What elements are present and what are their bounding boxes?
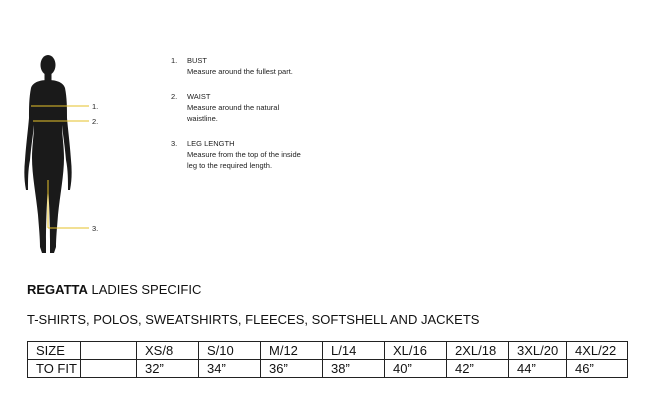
size-row (28, 342, 628, 360)
table-cell: L/14 (323, 342, 385, 360)
leg-length-marker: 3. (92, 224, 99, 233)
table-cell: 3XL/20 (509, 342, 567, 360)
step-number: 2. (171, 92, 178, 101)
measurement-instructions (171, 55, 311, 185)
table-cell: 44” (509, 360, 567, 378)
waist-marker: 2. (92, 117, 99, 126)
step-number: 3. (171, 139, 178, 148)
table-cell (81, 360, 137, 378)
garment-types: T-SHIRTS, POLOS, SWEATSHIRTS, FLEECES, SOFTSHELL AND JACKETS (27, 312, 480, 327)
fit-row (28, 360, 628, 378)
size-guide-heading (27, 282, 201, 297)
size-table (27, 341, 628, 378)
table-cell: 36” (261, 360, 323, 378)
table-cell: 32” (137, 360, 199, 378)
bust-marker: 1. (92, 102, 99, 111)
step-title: LEG LENGTH (187, 139, 235, 148)
waist-instruction (171, 91, 311, 124)
table-cell (81, 342, 137, 360)
table-cell: 38” (323, 360, 385, 378)
leg-length-instruction (171, 138, 311, 171)
table-cell: 46” (567, 360, 628, 378)
table-cell: 2XL/18 (447, 342, 509, 360)
table-cell: 34” (199, 360, 261, 378)
step-description: Measure around the fullest part. (187, 67, 293, 76)
bust-instruction (171, 55, 311, 77)
step-description: Measure around the natural waistline. (187, 103, 280, 123)
brand-name: REGATTA (27, 282, 88, 297)
table-cell: XL/16 (385, 342, 447, 360)
table-cell: S/10 (199, 342, 261, 360)
step-title: BUST (187, 56, 208, 65)
step-number: 1. (171, 56, 178, 65)
row-label-cell: SIZE (28, 342, 81, 360)
step-title: WAIST (187, 92, 211, 101)
heading-rest: LADIES SPECIFIC (87, 282, 202, 297)
step-description: Measure from the top of the inside leg to the required length. (187, 150, 301, 170)
table-cell: 42” (447, 360, 509, 378)
table-cell: 4XL/22 (567, 342, 628, 360)
body-measurement-figure (0, 0, 160, 265)
row-label-cell: TO FIT (28, 360, 81, 378)
table-cell: 40” (385, 360, 447, 378)
table-cell: M/12 (261, 342, 323, 360)
table-cell: XS/8 (137, 342, 199, 360)
